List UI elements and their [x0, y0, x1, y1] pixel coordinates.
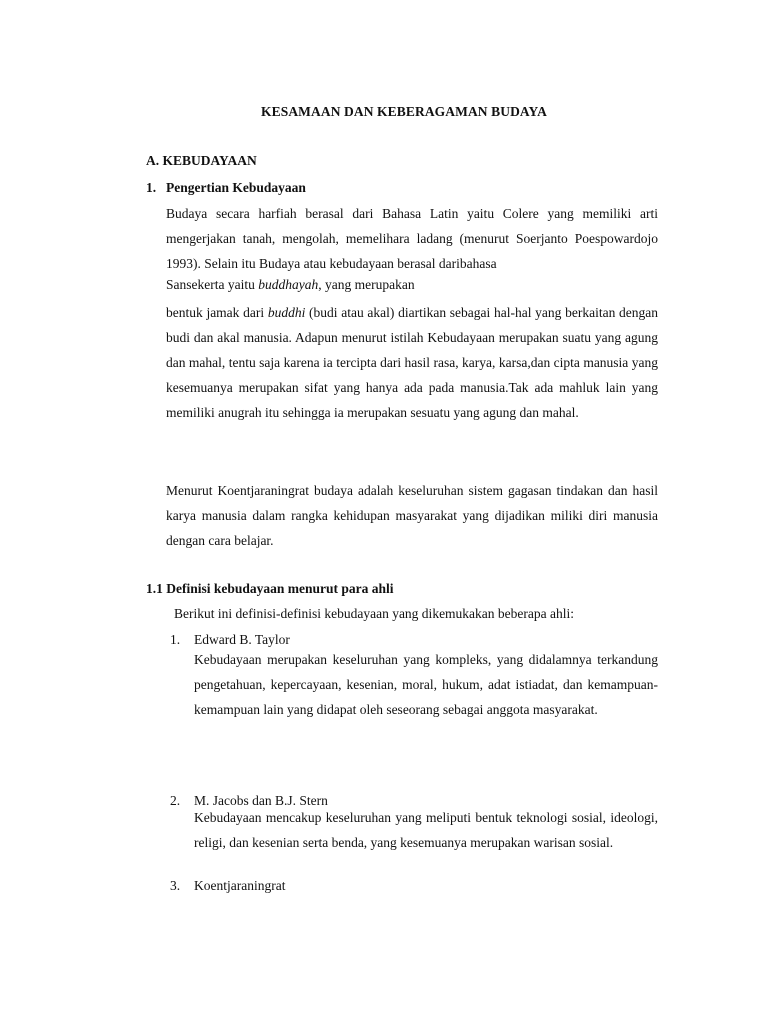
text-fragment: Sansekerta yaitu	[166, 277, 259, 292]
list-item-number: 3.	[170, 878, 181, 893]
list-item-number: 1.	[170, 632, 181, 647]
expert-name: M. Jacobs dan B.J. Stern	[194, 793, 328, 808]
text-fragment: bentuk jamak dari	[166, 305, 268, 320]
expert-name: Edward B. Taylor	[194, 632, 290, 647]
document-title: KESAMAAN DAN KEBERAGAMAN BUDAYA	[261, 104, 547, 119]
text-fragment: , yang merupakan	[318, 277, 415, 292]
expert-definition: Kebudayaan mencakup keseluruhan yang meliputi bentuk teknologi sosial, ideologi, religi, dan kesenian serta benda, yang kesemuanya merupakan warisan sosial.	[194, 810, 658, 850]
paragraph-definition-part1-end	[166, 277, 415, 293]
paragraph-koentjaraningrat: Menurut Koentjaraningrat budaya adalah keseluruhan sistem gagasan tindakan dan hasil karya manusia dalam rangka kehidupan masyarakat yang dijadikan miliki diri manusia dengan cara belajar.	[166, 483, 658, 548]
italic-term-buddhi: buddhi	[267, 305, 306, 320]
section-heading-a: A. KEBUDAYAAN	[146, 153, 257, 168]
definitions-intro: Berikut ini definisi-definisi kebudayaan yang dikemukakan beberapa ahli:	[174, 606, 574, 621]
expert-name: Koentjaraningrat	[194, 878, 286, 893]
subsection-heading-definisi: 1.1 Definisi kebudayaan menurut para ahli	[146, 581, 394, 596]
list-item-number: 2.	[170, 793, 181, 808]
paragraph-definition-part2	[166, 300, 658, 425]
subsection-heading-pengertian: Pengertian Kebudayaan	[166, 180, 306, 195]
paragraph-definition-part1: Budaya secara harfiah berasal dari Bahasa Latin yaitu Colere yang memiliki arti mengerjakan tanah, mengolah, memelihara ladang (menurut Soerjanto Poespowardojo 1993). Selain itu Budaya atau kebudayaan berasal daribahasa	[166, 206, 658, 271]
subsection-number: 1.	[146, 180, 157, 195]
expert-definition: Kebudayaan merupakan keseluruhan yang kompleks, yang didalamnya terkandung pengetahuan, kepercayaan, kesenian, moral, hukum, adat istiadat, dan kemampuan-kemampuan lain yang didapat oleh seseorang sebagai anggota masyarakat.	[194, 652, 658, 717]
italic-term-buddhayah: buddhayah	[258, 277, 319, 292]
text-fragment: (budi atau akal) diartikan sebagai hal-hal yang berkaitan dengan budi dan akal manusia. Adapun menurut istilah Kebudayaan merupakan suatu yang agung dan mahal, tentu saja karena ia tercipta dari hasil rasa, karya, karsa,dan cipta manusia yang kesemuanya merupakan sifat yang hanya ada pada manusia.Tak ada mahluk lain yang memiliki anugrah itu sehingga ia merupakan sesuatu yang agung dan mahal.	[166, 305, 659, 420]
